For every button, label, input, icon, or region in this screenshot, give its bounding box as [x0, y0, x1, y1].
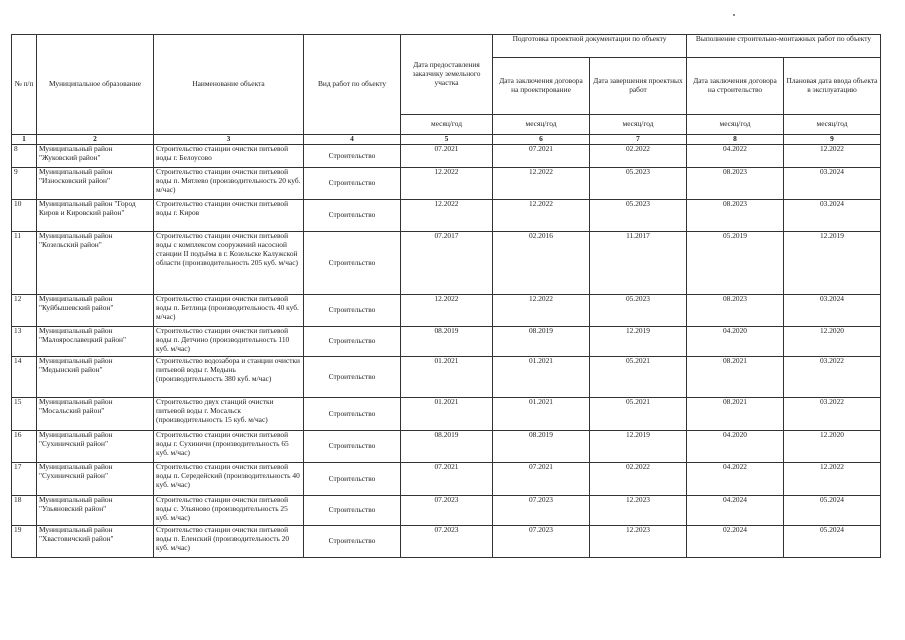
header-commission: Плановая дата ввода объекта в эксплуатацию [784, 58, 881, 115]
design-contract-date-cell: 07.2021 [493, 463, 590, 496]
work-type-cell: Строительство [304, 398, 401, 431]
build-contract-date-cell: 08.2021 [687, 357, 784, 398]
table-row [12, 463, 881, 496]
table-row [12, 200, 881, 232]
design-end-date-cell: 12.2023 [590, 496, 687, 526]
object-name-cell: Строительство станции очистки питьевой воды с. Ульяново (производительность 25 куб. м/час) [154, 496, 304, 526]
unit-label: месяц/год [590, 115, 687, 135]
commission-date-cell: 12.2020 [784, 431, 881, 463]
table-row [12, 232, 881, 295]
land-date-cell: 12.2022 [401, 200, 493, 232]
build-contract-date-cell: 04.2022 [687, 145, 784, 168]
header-object: Наименование объекта [154, 35, 304, 135]
column-number: 8 [687, 135, 784, 145]
design-end-date-cell: 05.2021 [590, 357, 687, 398]
work-type-cell: Строительство [304, 200, 401, 232]
commission-date-cell: 03.2024 [784, 168, 881, 200]
header-num: № п/п [12, 35, 37, 135]
table-row [12, 398, 881, 431]
design-contract-date-cell: 12.2022 [493, 295, 590, 327]
work-type-cell: Строительство [304, 463, 401, 496]
commission-date-cell: 12.2019 [784, 232, 881, 295]
build-contract-date-cell: 05.2019 [687, 232, 784, 295]
row-number: 9 [12, 168, 37, 200]
table-row [12, 357, 881, 398]
object-name-cell: Строительство станции очистки питьевой воды г. Белоусово [154, 145, 304, 168]
column-number: 9 [784, 135, 881, 145]
object-name-cell: Строительство станции очистки питьевой воды п. Еленский (производительность 20 куб. м/час) [154, 526, 304, 558]
work-type-cell: Строительство [304, 357, 401, 398]
design-end-date-cell: 02.2022 [590, 145, 687, 168]
commission-date-cell: 12.2022 [784, 463, 881, 496]
design-end-date-cell: 11.2017 [590, 232, 687, 295]
row-number: 19 [12, 526, 37, 558]
design-contract-date-cell: 12.2022 [493, 200, 590, 232]
work-type-cell: Строительство [304, 295, 401, 327]
build-contract-date-cell: 04.2020 [687, 431, 784, 463]
commission-date-cell: 03.2022 [784, 357, 881, 398]
build-contract-date-cell: 04.2020 [687, 327, 784, 357]
commission-date-cell: 05.2024 [784, 496, 881, 526]
header-design-contract: Дата заключения договора на проектирование [493, 58, 590, 115]
table-row [12, 431, 881, 463]
row-number: 14 [12, 357, 37, 398]
table-row [12, 327, 881, 357]
design-contract-date-cell: 07.2021 [493, 145, 590, 168]
unit-label: месяц/год [784, 115, 881, 135]
build-contract-date-cell: 08.2023 [687, 168, 784, 200]
design-contract-date-cell: 08.2019 [493, 431, 590, 463]
work-type-cell: Строительство [304, 327, 401, 357]
land-date-cell: 07.2023 [401, 526, 493, 558]
work-type-cell: Строительство [304, 526, 401, 558]
design-contract-date-cell: 07.2023 [493, 526, 590, 558]
unit-label: месяц/год [401, 115, 493, 135]
design-end-date-cell: 05.2023 [590, 295, 687, 327]
design-end-date-cell: 05.2023 [590, 200, 687, 232]
design-contract-date-cell: 02.2016 [493, 232, 590, 295]
row-number: 16 [12, 431, 37, 463]
unit-label: месяц/год [687, 115, 784, 135]
header-work-type: Вид работ по объекту [304, 35, 401, 135]
build-contract-date-cell: 02.2024 [687, 526, 784, 558]
row-number: 10 [12, 200, 37, 232]
build-contract-date-cell: 08.2021 [687, 398, 784, 431]
object-name-cell: Строительство станции очистки питьевой воды п. Середейский (производительность 40 куб. м/час) [154, 463, 304, 496]
municipality-cell: Муниципальный район "Износковский район" [37, 168, 154, 200]
column-number: 6 [493, 135, 590, 145]
design-contract-date-cell: 12.2022 [493, 168, 590, 200]
column-number: 4 [304, 135, 401, 145]
object-name-cell: Строительство водозабора и станции очистки питьевой воды г. Медынь (производительность 380 куб. м/час) [154, 357, 304, 398]
municipality-cell: Муниципальный район "Малоярославецкий район" [37, 327, 154, 357]
object-name-cell: Строительство станции очистки питьевой воды г. Киров [154, 200, 304, 232]
design-contract-date-cell: 07.2023 [493, 496, 590, 526]
row-number: 13 [12, 327, 37, 357]
land-date-cell: 07.2021 [401, 463, 493, 496]
land-date-cell: 07.2021 [401, 145, 493, 168]
design-contract-date-cell: 01.2021 [493, 398, 590, 431]
build-contract-date-cell: 04.2022 [687, 463, 784, 496]
land-date-cell: 01.2021 [401, 357, 493, 398]
commission-date-cell: 12.2022 [784, 145, 881, 168]
design-end-date-cell: 12.2019 [590, 327, 687, 357]
municipality-cell: Муниципальный район "Сухиничский район" [37, 463, 154, 496]
header-group-design: Подготовка проектной документации по объекту [493, 35, 687, 58]
design-contract-date-cell: 08.2019 [493, 327, 590, 357]
commission-date-cell: 12.2020 [784, 327, 881, 357]
municipality-cell: Муниципальный район "Сухиничский район" [37, 431, 154, 463]
column-number: 2 [37, 135, 154, 145]
design-end-date-cell: 05.2023 [590, 168, 687, 200]
commission-date-cell: 05.2024 [784, 526, 881, 558]
column-number: 1 [12, 135, 37, 145]
land-date-cell: 01.2021 [401, 398, 493, 431]
commission-date-cell: 03.2024 [784, 295, 881, 327]
build-contract-date-cell: 08.2023 [687, 200, 784, 232]
column-number: 3 [154, 135, 304, 145]
design-contract-date-cell: 01.2021 [493, 357, 590, 398]
municipality-cell: Муниципальный район "Хвастовичский район" [37, 526, 154, 558]
object-name-cell: Строительство станции очистки питьевой воды с комплексом сооружений насосной станции II подъёма в г. Козельске Калужской области (производительность 205 куб. м/час) [154, 232, 304, 295]
design-end-date-cell: 02.2022 [590, 463, 687, 496]
scan-speck [733, 14, 735, 16]
row-number: 17 [12, 463, 37, 496]
construction-schedule-table [11, 34, 881, 558]
row-number: 15 [12, 398, 37, 431]
table-row [12, 145, 881, 168]
commission-date-cell: 03.2022 [784, 398, 881, 431]
municipality-cell: Муниципальный район "Куйбышевский район" [37, 295, 154, 327]
work-type-cell: Строительство [304, 496, 401, 526]
commission-date-cell: 03.2024 [784, 200, 881, 232]
land-date-cell: 08.2019 [401, 327, 493, 357]
land-date-cell: 12.2022 [401, 168, 493, 200]
municipality-cell: Муниципальный район "Медынский район" [37, 357, 154, 398]
header-group-construction: Выполнение строительно-монтажных работ по объекту [687, 35, 881, 58]
column-number: 5 [401, 135, 493, 145]
row-number: 12 [12, 295, 37, 327]
land-date-cell: 07.2017 [401, 232, 493, 295]
municipality-cell: Муниципальный район "Козельский район" [37, 232, 154, 295]
table-row [12, 526, 881, 558]
header-design-end: Дата завершения проектных работ [590, 58, 687, 115]
build-contract-date-cell: 08.2023 [687, 295, 784, 327]
header-municipality: Муниципальное образование [37, 35, 154, 135]
row-number: 18 [12, 496, 37, 526]
design-end-date-cell: 12.2019 [590, 431, 687, 463]
land-date-cell: 07.2023 [401, 496, 493, 526]
object-name-cell: Строительство станции очистки питьевой воды п. Мятлево (производительность 20 куб. м/час) [154, 168, 304, 200]
row-number: 8 [12, 145, 37, 168]
municipality-cell: Муниципальный район "Ульяновский район" [37, 496, 154, 526]
design-end-date-cell: 05.2021 [590, 398, 687, 431]
municipality-cell: Муниципальный район "Жуковский район" [37, 145, 154, 168]
table-row [12, 295, 881, 327]
work-type-cell: Строительство [304, 431, 401, 463]
unit-label: месяц/год [493, 115, 590, 135]
table-row [12, 496, 881, 526]
work-type-cell: Строительство [304, 168, 401, 200]
header-land-date: Дата предоставления заказчику земельного участка [401, 35, 493, 115]
municipality-cell: Муниципальный район "Мосальский район" [37, 398, 154, 431]
work-type-cell: Строительство [304, 145, 401, 168]
object-name-cell: Строительство станции очистки питьевой воды п. Детчино (производительность 110 куб. м/час) [154, 327, 304, 357]
column-number: 7 [590, 135, 687, 145]
build-contract-date-cell: 04.2024 [687, 496, 784, 526]
object-name-cell: Строительство станции очистки питьевой воды г. Сухиничи (производительность 65 куб. м/час) [154, 431, 304, 463]
land-date-cell: 08.2019 [401, 431, 493, 463]
land-date-cell: 12.2022 [401, 295, 493, 327]
table-row [12, 168, 881, 200]
work-type-cell: Строительство [304, 232, 401, 295]
header-build-contract: Дата заключения договора на строительство [687, 58, 784, 115]
row-number: 11 [12, 232, 37, 295]
object-name-cell: Строительство двух станций очистки питьевой воды г. Мосальск (производительность 15 куб. м/час) [154, 398, 304, 431]
municipality-cell: Муниципальный район "Город Киров и Кировский район" [37, 200, 154, 232]
object-name-cell: Строительство станции очистки питьевой воды п. Бетлица (производительность 40 куб. м/час) [154, 295, 304, 327]
design-end-date-cell: 12.2023 [590, 526, 687, 558]
